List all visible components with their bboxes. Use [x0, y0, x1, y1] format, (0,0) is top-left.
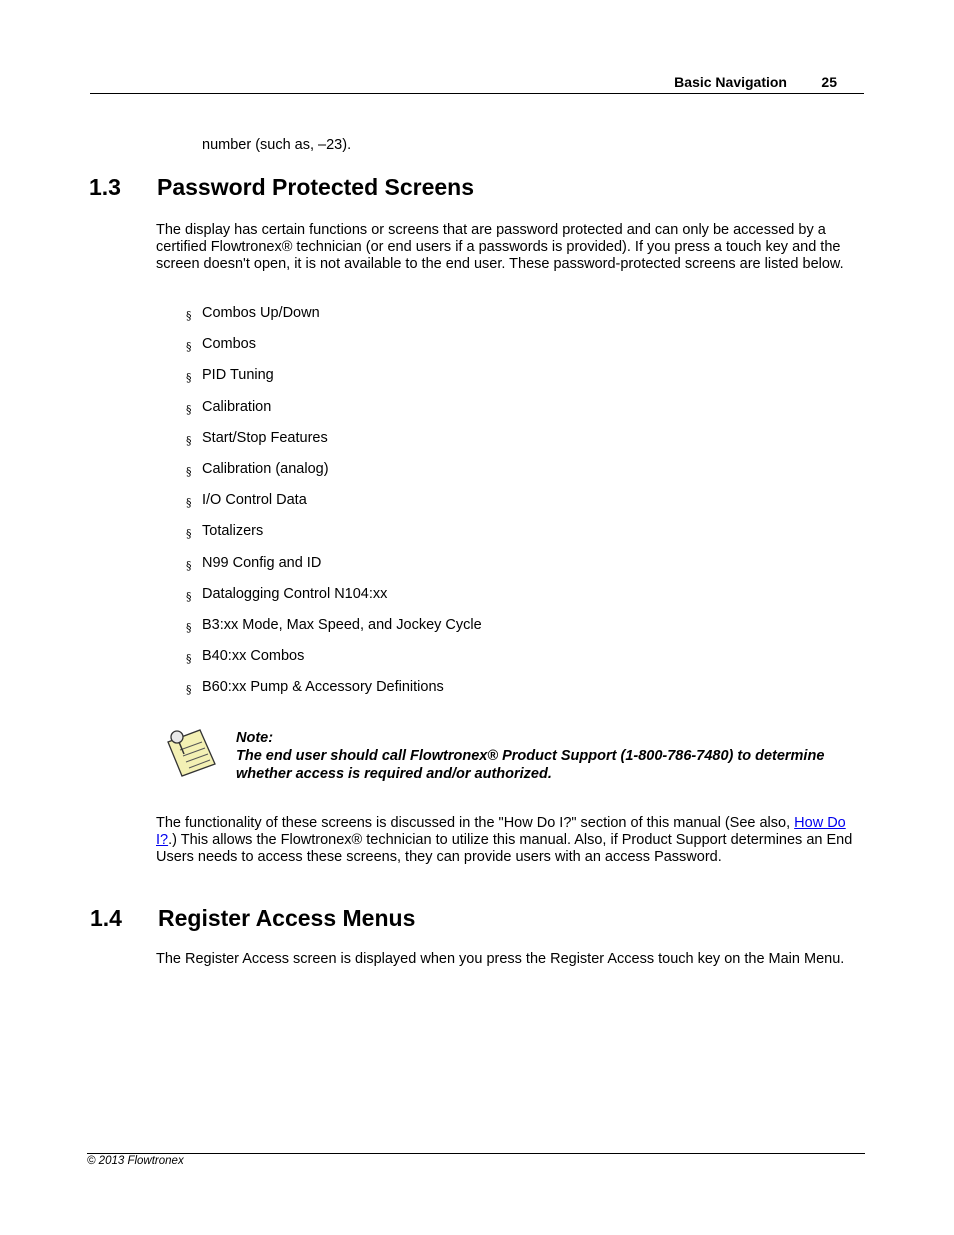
functionality-text-before: The functionality of these screens is discussed in the "How Do I?" section of this manual (See also, [156, 815, 795, 831]
list-item-text: Calibration [202, 398, 272, 415]
header-title: Basic Navigation [674, 74, 787, 90]
functionality-text-after: .) This allows the Flowtronex® technician to utilize this manual. Also, if Product Support determines an End Users needs to access these screens, they can provide users with an access Password. [156, 832, 853, 865]
continuation-text: number (such as, –23). [202, 137, 352, 153]
note-pin-icon [160, 726, 218, 778]
section-number: 1.3 [89, 174, 121, 200]
bullet-symbol: § [186, 589, 192, 603]
page-number: 25 [821, 74, 837, 90]
register-access-paragraph: The Register Access screen is displayed when you press the Register Access touch key on the Main Menu. [156, 951, 845, 967]
functionality-paragraph [156, 815, 861, 866]
bullet-symbol: § [186, 371, 192, 385]
list-item-text: Datalogging Control N104:xx [202, 585, 388, 602]
list-item-text: B60:xx Pump & Accessory Definitions [202, 679, 444, 696]
list-item-text: Calibration (analog) [202, 460, 329, 477]
note-label: Note: [236, 730, 274, 746]
list-item-text: Start/Stop Features [202, 429, 328, 446]
bullet-symbol: § [186, 496, 192, 510]
list-item-text: B3:xx Mode, Max Speed, and Jockey Cycle [202, 616, 482, 633]
intro-paragraph: The display has certain functions or screens that are password protected and can only be accessed by a certified Flowtronex® technician (or end users if a passwords is provided). If you press a touch key and the screen doesn't open, it is not available to the end user. These password-protected screens are listed below. [156, 222, 844, 272]
page-header [90, 72, 864, 94]
bullet-symbol: § [186, 558, 192, 572]
list-item-text: Combos [202, 336, 256, 353]
list-item-text: PID Tuning [202, 367, 274, 384]
note-text: The end user should call Flowtronex® Product Support (1-800-786-7480) to determine whether access is required and/or authorized. [236, 748, 825, 782]
page-footer [87, 1153, 865, 1167]
how-do-i-link[interactable]: How Do I? [156, 815, 846, 848]
bullet-symbol: § [186, 620, 192, 634]
list-item-text: Totalizers [202, 523, 264, 540]
bullet-symbol: § [186, 683, 192, 697]
list-item-text: I/O Control Data [202, 492, 307, 509]
bullet-symbol: § [186, 309, 192, 322]
note-block [236, 729, 836, 783]
list-item-text: B40:xx Combos [202, 648, 305, 665]
bullet-symbol: § [186, 652, 192, 666]
section-title: Register Access Menus [158, 905, 416, 931]
list-item-text: Combos Up/Down [202, 305, 320, 321]
list-item-text: N99 Config and ID [202, 554, 322, 571]
bullet-symbol: § [186, 402, 192, 416]
bullet-symbol: § [186, 340, 192, 354]
section-number: 1.4 [90, 905, 122, 931]
bullet-symbol: § [186, 433, 192, 447]
bullet-symbol: § [186, 464, 192, 478]
bullet-symbol: § [186, 527, 192, 541]
section-title: Password Protected Screens [157, 174, 475, 200]
footer-copyright: © 2013 Flowtronex [87, 1155, 184, 1167]
